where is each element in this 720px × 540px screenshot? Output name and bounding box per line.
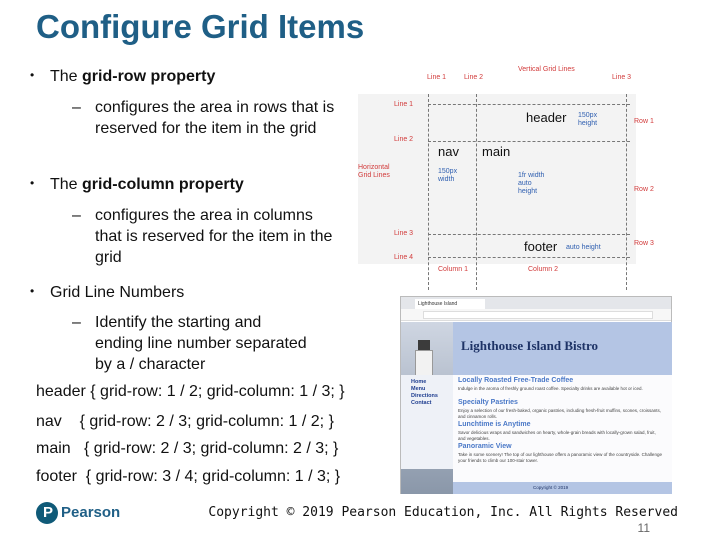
horizontal-grid-lines-label: Horizontal Grid Lines (358, 164, 390, 179)
sub-bullet-grid-line-numbers (72, 312, 310, 375)
browser-screenshot (400, 296, 672, 494)
brand-name: Pearson (61, 504, 121, 521)
site-footer-text: Copyright © 2019 (533, 485, 569, 490)
bullet-bold: grid-column property (82, 176, 244, 193)
col-line-2-label: Line 2 (464, 74, 484, 81)
sub-bullet-dash: – (72, 314, 81, 331)
grid-col-line-1 (428, 94, 429, 290)
row-line-1-label: Line 1 (394, 101, 414, 108)
bullet-prefix: Grid Line Numbers (50, 284, 185, 301)
bullet-grid-column (30, 176, 244, 194)
footer-cell: footer (524, 239, 558, 254)
section-text: Indulge in the aroma of freshly ground roast coffee. Specialty drinks are available hot or iced. (458, 386, 643, 391)
row-2-label: Row 2 (634, 186, 654, 193)
code-line-main: main { grid-row: 2 / 3; grid-column: 2 / 3; } (36, 440, 339, 457)
nav-link-home: Home (411, 379, 427, 385)
col-line-1-label: Line 1 (427, 74, 447, 81)
grid-col-line-3 (626, 94, 627, 290)
nav-cell: nav (438, 144, 459, 159)
row-line-3-label: Line 3 (394, 230, 414, 237)
site-footer (453, 482, 672, 494)
nav-link-contact: Contact (411, 400, 432, 406)
sub-bullet-grid-column (72, 205, 340, 268)
slide-title: Configure Grid Items (36, 8, 365, 45)
browser-tab: Lighthouse Island (415, 299, 485, 309)
row-3-label: Row 3 (634, 240, 654, 247)
section-heading: Panoramic View (458, 443, 512, 450)
section-text: Take in some scenery! The top of our lighthouse offers a panoramic view of the countryside. Challenge your friends to climb our 100-stair tower. (458, 452, 662, 463)
grid-col-line-2 (476, 94, 477, 290)
grid-row-line-2 (428, 141, 630, 142)
vertical-grid-lines-label: Vertical Grid Lines (518, 66, 575, 73)
sub-bullet-dash: – (72, 207, 81, 224)
grid-row-line-3 (428, 234, 630, 235)
copyright: Copyright © 2019 Pearson Education, Inc. All Rights Reserved (208, 505, 678, 520)
site-banner (453, 322, 672, 375)
sub-bullet-text: configures the area in rows that is reserved for the item in the grid (95, 99, 335, 137)
bullet-bold: grid-row property (82, 68, 216, 85)
pearson-logo-icon (36, 502, 58, 524)
site-content (453, 375, 672, 494)
grid-row-line-4 (428, 257, 630, 258)
code-line-footer: footer { grid-row: 3 / 4; grid-column: 1 / 3; } (36, 468, 341, 485)
sub-bullet-grid-row (72, 97, 340, 139)
bullet-dot: • (30, 68, 35, 82)
sub-bullet-text: configures the area in columns that is reserved for the item in the grid (95, 207, 333, 266)
bullet-prefix: The (50, 176, 83, 193)
site-title: Lighthouse Island Bistro (461, 338, 599, 353)
grid-diagram (356, 64, 654, 276)
header-height-note: 150px height (578, 112, 598, 127)
section-heading: Specialty Pastries (458, 399, 518, 406)
browser-address-bar (401, 309, 671, 321)
nav-width-note: 150px width (438, 168, 458, 183)
page-number: 11 (637, 521, 650, 535)
col-line-3-label: Line 3 (612, 74, 632, 81)
bullet-grid-line-numbers (30, 284, 184, 302)
logo-letter: P (43, 504, 54, 521)
main-size-note: 1fr width auto height (518, 172, 545, 195)
browser-tabbar (401, 297, 671, 309)
row-1-label: Row 1 (634, 118, 654, 125)
main-cell: main (482, 144, 511, 159)
row-line-4-label: Line 4 (394, 254, 414, 261)
nav-link-directions: Directions (411, 393, 438, 399)
bullet-dot: • (30, 176, 35, 190)
sub-bullet-dash: – (72, 99, 81, 116)
site-nav (401, 375, 453, 469)
footer-height-note: auto height (566, 244, 601, 251)
code-line-header: header { grid-row: 1 / 2; grid-column: 1 / 3; } (36, 383, 345, 400)
row-line-2-label: Line 2 (394, 136, 414, 143)
code-line-nav: nav { grid-row: 2 / 3; grid-column: 1 / 2; } (36, 413, 334, 430)
address-field (423, 311, 653, 319)
nav-link-menu: Menu (411, 386, 426, 392)
bullet-dot: • (30, 284, 35, 298)
section-heading: Locally Roasted Free-Trade Coffee (458, 377, 574, 384)
bullet-grid-row (30, 68, 215, 86)
sub-bullet-text: Identify the starting and ending line number separated by a / character (95, 314, 307, 373)
section-heading: Lunchtime is Anytime (458, 421, 531, 428)
section-text: Enjoy a selection of our fresh-baked, organic pastries, including fresh-fruit muffins, scones, croissants, and cinnamon rolls. (458, 408, 662, 419)
bullet-prefix: The (50, 68, 83, 85)
section-text: Savor delicious wraps and sandwiches on hearty, whole-grain breads with locally-grown salad, fruit, and vegetables. (458, 430, 656, 441)
column-2-label: Column 2 (528, 266, 558, 273)
column-1-label: Column 1 (438, 266, 468, 273)
grid-row-line-1 (428, 104, 630, 105)
header-cell: header (526, 110, 567, 125)
